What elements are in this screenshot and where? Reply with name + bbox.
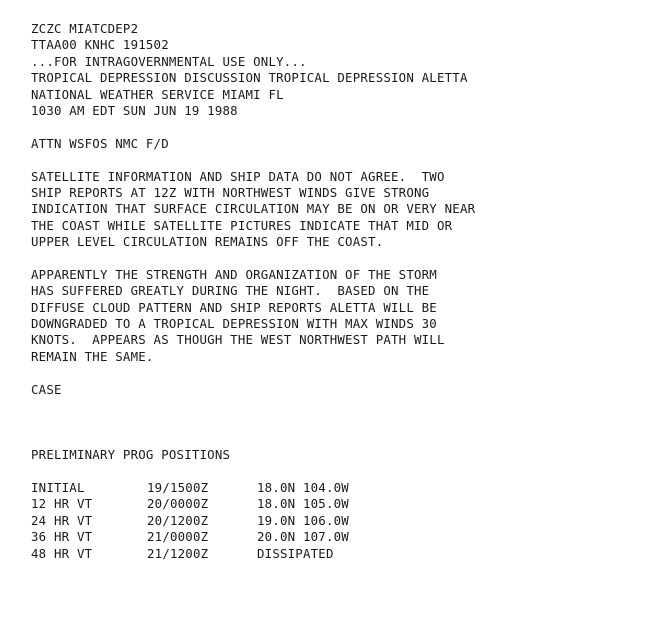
advisory-document — [31, 21, 651, 562]
header-line: 1030 AM EDT SUN JUN 19 1988 — [31, 102, 238, 118]
header-line: ZCZC MIATCDEP2 — [31, 21, 139, 36]
table-row — [31, 480, 417, 496]
paragraph-line: DOWNGRADED TO A TROPICAL DEPRESSION WITH MAX WINDS 30 — [31, 316, 437, 332]
prog-label: INITIAL — [31, 479, 85, 495]
spacer — [31, 464, 651, 480]
header-line: TTAA00 KNHC 191502 — [31, 37, 169, 53]
paragraph-line: REMAIN THE SAME. — [31, 348, 154, 364]
discussion-paragraph-1 — [31, 169, 651, 251]
attn-line: ATTN WSFOS NMC F/D — [31, 135, 169, 151]
paragraph-line: APPARENTLY THE STRENGTH AND ORGANIZATION OF THE STORM — [31, 266, 437, 282]
spacer — [31, 365, 651, 381]
prog-label: 36 HR VT — [31, 529, 93, 545]
discussion-paragraph-2 — [31, 267, 651, 365]
prog-position: 20.0N 107.0W — [257, 529, 349, 545]
table-row — [31, 496, 417, 512]
prog-position: 18.0N 105.0W — [257, 496, 349, 512]
prog-time: 21/1200Z — [147, 545, 209, 561]
header-line: TROPICAL DEPRESSION DISCUSSION TROPICAL DEPRESSION ALETTA — [31, 70, 468, 86]
prog-time: 21/0000Z — [147, 529, 209, 545]
prog-time: 20/1200Z — [147, 512, 209, 528]
paragraph-line: HAS SUFFERED GREATLY DURING THE NIGHT. BASED ON THE — [31, 283, 430, 299]
paragraph-line: UPPER LEVEL CIRCULATION REMAINS OFF THE COAST. — [31, 234, 384, 250]
prog-time: 19/1500Z — [147, 479, 209, 495]
prog-position: 18.0N 104.0W — [257, 479, 349, 495]
spacer — [31, 250, 651, 266]
spacer — [31, 398, 651, 447]
prog-label: 24 HR VT — [31, 512, 93, 528]
paragraph-line: INDICATION THAT SURFACE CIRCULATION MAY BE ON OR VERY NEAR — [31, 201, 476, 217]
prog-label: 48 HR VT — [31, 545, 93, 561]
spacer — [31, 119, 651, 135]
spacer — [31, 152, 651, 168]
bulletin-header — [31, 21, 651, 119]
forecaster-name: CASE — [31, 381, 62, 397]
header-line: NATIONAL WEATHER SERVICE MIAMI FL — [31, 86, 284, 102]
prog-time: 20/0000Z — [147, 496, 209, 512]
paragraph-line: DIFFUSE CLOUD PATTERN AND SHIP REPORTS ALETTA WILL BE — [31, 299, 437, 315]
prog-label: 12 HR VT — [31, 496, 93, 512]
prog-position: DISSIPATED — [257, 545, 334, 561]
prog-positions-title: PRELIMINARY PROG POSITIONS — [31, 447, 231, 463]
paragraph-line: THE COAST WHILE SATELLITE PICTURES INDICATE THAT MID OR — [31, 217, 453, 233]
table-row — [31, 529, 417, 545]
prog-positions-table — [31, 480, 417, 562]
paragraph-line: KNOTS. APPEARS AS THOUGH THE WEST NORTHWEST PATH WILL — [31, 332, 445, 348]
table-row — [31, 546, 417, 562]
paragraph-line: SATELLITE INFORMATION AND SHIP DATA DO NOT AGREE. TWO — [31, 168, 445, 184]
prog-position: 19.0N 106.0W — [257, 512, 349, 528]
paragraph-line: SHIP REPORTS AT 12Z WITH NORTHWEST WINDS GIVE STRONG — [31, 184, 430, 200]
table-row — [31, 513, 417, 529]
header-line: ...FOR INTRAGOVERNMENTAL USE ONLY... — [31, 53, 307, 69]
